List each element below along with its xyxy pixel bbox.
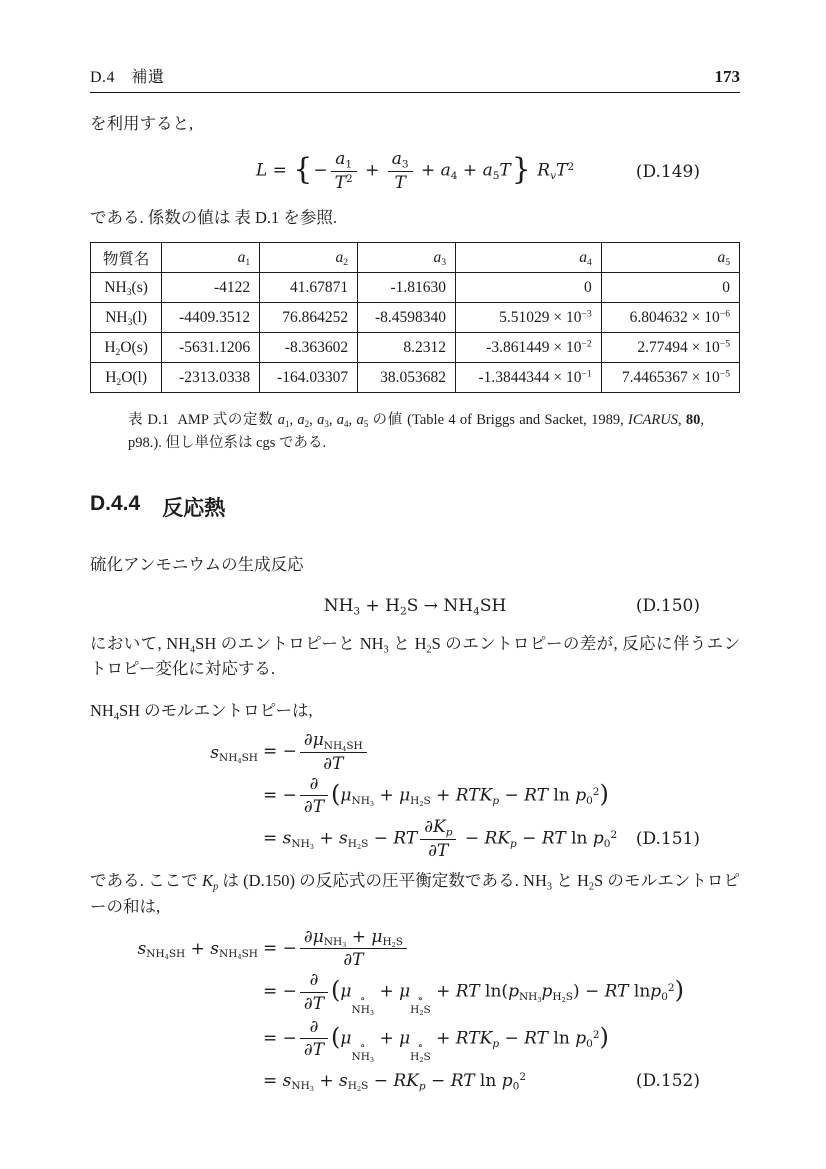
- equation-d150-body: $NH_3 + H_2S \to NH_4SH$: [323, 595, 507, 617]
- reaction-intro-paragraph: 硫化アンモニウムの生成反応: [90, 555, 304, 575]
- page-header: [90, 64, 740, 93]
- equation-d149-body: L = {− $\frac{a_1}{T^2}$ + $\frac{a_3}{T}$ + $a_4 + a_5T$} $R_vT^2$: [255, 149, 575, 194]
- equation-d149-number: (D.149): [635, 161, 700, 182]
- table-cell: -8.363602: [260, 333, 358, 363]
- table-cell: 38.053682: [358, 363, 456, 393]
- table-row: [91, 303, 740, 333]
- table-cell: 0: [456, 273, 602, 303]
- equation-d151: [90, 731, 740, 860]
- equation-line: [90, 971, 740, 1017]
- table-cell: 76.864252: [260, 303, 358, 333]
- table-row: [91, 333, 740, 363]
- table-row: [91, 363, 740, 393]
- table-header-a3: $a_3$: [358, 243, 456, 273]
- equilibrium-constant-paragraph: である. ここで $K_p$ は (D.150) の反応式の圧平衡定数である. $NH_3$ と $H_2S$ のモルエントロピーの和は,: [90, 871, 740, 916]
- equation-rhs: = − $\partial\mu_{NH_4SH}$ ∂T: [263, 731, 370, 773]
- equation-line: [90, 731, 740, 773]
- table-row: [91, 273, 740, 303]
- table-header-a4: $a_4$: [456, 243, 602, 273]
- coefficients-table: [90, 242, 740, 393]
- equation-d152: [90, 928, 740, 1098]
- table-reference-paragraph: である. 係数の値は 表 D.1 を参照.: [90, 207, 338, 227]
- equation-rhs: = $s_{NH_3} + s_{H_2S} - RK_p$ − RT $\ln p_0^2$: [263, 1070, 527, 1094]
- table-cell: 41.67871: [260, 273, 358, 303]
- table-caption: 表 D.1 AMP 式の定数 $a_1$, $a_2$, $a_3$, $a_4$, $a_5$ の値 (Table 4 of Briggs and Sacket, 1989, ICARUS, 80, p98.). 但し単位系は cgs である.: [128, 412, 705, 451]
- section-number: D.4.4: [90, 492, 141, 516]
- equation-d149: [90, 147, 740, 197]
- section-heading: [90, 492, 740, 522]
- table-cell: -8.4598340: [358, 303, 456, 333]
- equation-rhs: = − ∂ ∂T (μ ∘ $NH_3$ + μ ∘ $H_2S$ + $RTK_p$ − RT $\ln p_0^2$): [263, 1016, 609, 1065]
- equation-line: [90, 775, 740, 817]
- table-header-a1: $a_1$: [162, 243, 260, 273]
- table-header-a5: $a_5$: [601, 243, 739, 273]
- equation-d150-number: (D.150): [635, 595, 700, 616]
- table-cell: -4122: [162, 273, 260, 303]
- table-header-a2: $a_2$: [260, 243, 358, 273]
- table-cell: 8.2312: [358, 333, 456, 363]
- equation-rhs: = − ∂ ∂T ($\mu_{NH_3} + \mu_{H_2S} + RTK_p$ − RT $\ln p_0^2$): [263, 773, 609, 818]
- equation-rhs: = − ∂ ∂T (μ ∘ $NH_3$ + μ ∘ $H_2S$ + RT $\ln(p_{NH_3}p_{H_2S})$ − RT lnp$_0^2$): [263, 969, 684, 1018]
- equation-lhs: $s_{NH_4SH}$: [210, 742, 258, 765]
- equation-line: [90, 1064, 740, 1097]
- table-cell: $6.804632 \times 10^{-6}$: [601, 303, 739, 333]
- molar-entropy-paragraph: $NH_4SH$ のモルエントロピーは,: [90, 700, 313, 723]
- table-header-row: [91, 243, 740, 273]
- equation-rhs: = − $\partial\mu_{NH_3} + \mu_{H_2S}$ ∂T: [263, 928, 410, 970]
- table-cell: $7.4465367 \times 10^{-5}$: [601, 363, 739, 393]
- substance-name: $H_2O(s)$: [91, 333, 162, 363]
- equation-d152-number: (D.152): [635, 1070, 700, 1091]
- table-cell: -4409.3512: [162, 303, 260, 333]
- intro-paragraph: を利用すると,: [90, 114, 194, 133]
- table-cell: -164.03307: [260, 363, 358, 393]
- substance-name: $NH_3(l)$: [91, 303, 162, 333]
- table-cell: $-3.861449 \times 10^{-2}$: [456, 333, 602, 363]
- equation-lhs: $s_{NH_4SH} + s_{NH_4SH}$: [137, 938, 258, 962]
- header-page-number: 173: [714, 67, 740, 86]
- table-cell: -5631.1206: [162, 333, 260, 363]
- header-section-label: D.4 補遺: [90, 69, 165, 86]
- table-cell: -2313.0338: [162, 363, 260, 393]
- equation-line: [90, 1018, 740, 1064]
- equation-line: [90, 928, 740, 970]
- table-cell: 0: [601, 273, 739, 303]
- table-header-substance: 物質名: [91, 243, 162, 273]
- table-cell: $2.77494 \times 10^{-5}$: [601, 333, 739, 363]
- equation-line: [90, 818, 740, 860]
- table-cell: $-1.3844344 \times 10^{-1}$: [456, 363, 602, 393]
- substance-name: $NH_3(s)$: [91, 273, 162, 303]
- equation-d150: [90, 591, 740, 621]
- table-cell: $5.51029 \times 10^{-3}$: [456, 303, 602, 333]
- substance-name: $H_2O(l)$: [91, 363, 162, 393]
- equation-d151-number: (D.151): [635, 829, 700, 850]
- section-title: 反応熱: [162, 497, 226, 521]
- entropy-difference-paragraph: において, $NH_4SH$ のエントロピーと $NH_3$ と $H_2S$ のエントロピーの差が, 反応に伴うエントロピー変化に対応する.: [90, 633, 740, 679]
- equation-rhs: = $s_{NH_3} + s_{H_2S}$ − RT $\frac{\partial K_p}{\partial T}$ − $RK_p$ − RT $\ln p_0^2$: [263, 817, 618, 861]
- table-cell: -1.81630: [358, 273, 456, 303]
